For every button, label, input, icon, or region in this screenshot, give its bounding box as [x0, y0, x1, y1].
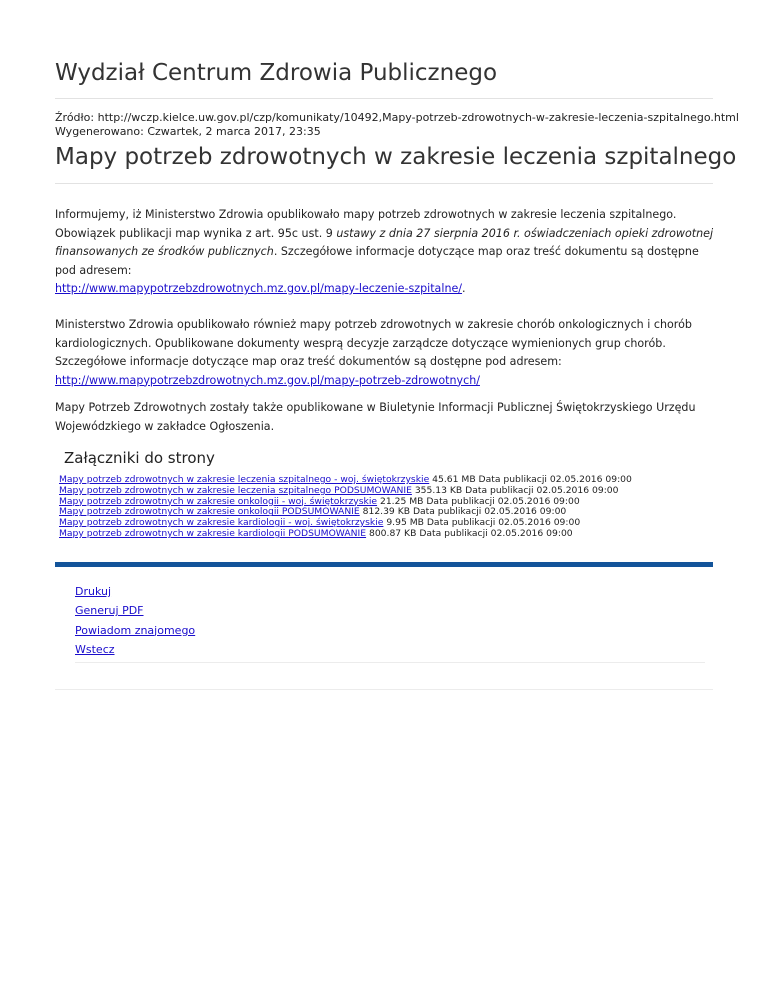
attachment-date: 02.05.2016 09:00 [536, 484, 619, 496]
attachment-date-label: Data publikacji [412, 506, 482, 518]
paragraph-3: Mapy Potrzeb Zdrowotnych zostały także opublikowane w Biuletynie Informacji Publicznej Świętokrzyskiego Urzędu Wojewódzkiego w zakładce Ogłoszenia. [55, 401, 696, 433]
attachment-size: 812.39 KB [362, 506, 411, 518]
source-url: http://wczp.kielce.uw.gov.pl/czp/komunikaty/10492,Mapy-potrzeb-zdrowotnych-w-zakresie-leczenia-szpitalnego.html [97, 111, 739, 124]
attachment-date-label: Data publikacji [465, 484, 534, 496]
paragraph-2 [55, 316, 720, 390]
paragraph-italic: ustawy z dnia 27 sierpnia 2016 r. oświadczeniach opieki zdrowotnej finansowanych ze środków publicznych [55, 226, 714, 258]
link-mapy-leczenie-szpitalne[interactable]: http://www.mapypotrzebzdrowotnych.mz.gov.pl/mapy-leczenie-szpitalne/ [55, 282, 463, 295]
attachment-date: 02.05.2016 09:00 [498, 517, 581, 529]
attachment-date-label: Data publikacji [419, 527, 488, 539]
paragraph-trailing: . [462, 282, 466, 295]
attachment-size: 21.25 MB [379, 495, 424, 507]
notify-friend-link[interactable]: Powiadom znajomego [75, 623, 196, 637]
attachments-list [59, 475, 632, 540]
attachment-date: 02.05.2016 09:00 [549, 474, 632, 485]
article-title: Mapy potrzeb zdrowotnych w zakresie leczenia szpitalnego [55, 144, 737, 170]
attachment-link[interactable]: Mapy potrzeb zdrowotnych w zakresie onkologii - woj. świętokrzyskie [59, 495, 378, 507]
source-label: Źródło: [55, 111, 95, 124]
footer-links [75, 582, 195, 659]
attachment-date-label: Data publikacji [426, 495, 495, 507]
attachment-date: 02.05.2016 09:00 [484, 506, 567, 518]
attachment-link[interactable]: Mapy potrzeb zdrowotnych w zakresie kardiologii PODSUMOWANIE [59, 527, 367, 539]
attachment-link[interactable]: Mapy potrzeb zdrowotnych w zakresie onkologii PODSUMOWANIE [59, 506, 360, 518]
attachment-date: 02.05.2016 09:00 [490, 527, 573, 539]
generate-pdf-link[interactable]: Generuj PDF [75, 604, 144, 618]
paragraph-1 [55, 206, 720, 299]
divider [55, 689, 713, 690]
divider [55, 183, 713, 184]
attachment-size: 9.95 MB [386, 517, 424, 529]
site-title: Wydział Centrum Zdrowia Publicznego [55, 60, 498, 86]
divider [55, 98, 713, 99]
attachment-link[interactable]: Mapy potrzeb zdrowotnych w zakresie leczenia szpitalnego - woj. świętokrzyskie [59, 474, 430, 485]
attachment-size: 355.13 KB [414, 484, 463, 496]
generated-line [55, 125, 739, 139]
attachment-date: 02.05.2016 09:00 [497, 495, 580, 507]
attachment-link[interactable]: Mapy potrzeb zdrowotnych w zakresie kardiologii - woj. świętokrzyskie [59, 517, 384, 529]
attachment-date-label: Data publikacji [426, 517, 496, 529]
attachment-size: 45.61 MB [432, 474, 476, 485]
attachments-title: Załączniki do strony [64, 449, 215, 467]
back-link[interactable]: Wstecz [75, 642, 115, 656]
print-link[interactable]: Drukuj [75, 585, 112, 598]
divider [75, 662, 705, 663]
document-meta [55, 111, 739, 139]
paragraph-text: Informujemy, iż Ministerstwo Zdrowia opublikowało mapy potrzeb zdrowotnych w zakresie leczenia szpitalnego. Obowiązek publikacji map wynika z art. 95c ust. 9 [55, 208, 677, 240]
attachment-size: 800.87 KB [368, 527, 417, 539]
attachment-date-label: Data publikacji [478, 474, 547, 485]
paragraph-text: Ministerstwo Zdrowia opublikowało również mapy potrzeb zdrowotnych w zakresie chorób onkologicznych i chorób kardiologicznych. Opublikowane dokumenty wesprą decyzje zarządcze dotyczące wymienionych grup chorób. Szczegółowe informacje dotyczące map oraz treść dokumentów są dostępne pod adresem: [55, 318, 692, 368]
footer-bar [55, 562, 713, 567]
generated-value: Czwartek, 2 marca 2017, 23:35 [147, 125, 321, 138]
attachment-link[interactable]: Mapy potrzeb zdrowotnych w zakresie leczenia szpitalnego PODSUMOWANIE [59, 484, 412, 496]
paragraph-text: . Szczegółowe informacje dotyczące map oraz treść dokumentu są dostępne pod adresem: [55, 245, 699, 277]
link-mapy-potrzeb-zdrowotnych[interactable]: http://www.mapypotrzebzdrowotnych.mz.gov.pl/mapy-potrzeb-zdrowotnych/ [55, 373, 480, 387]
generated-label: Wygenerowano: [55, 125, 144, 138]
attachment-item [59, 529, 632, 540]
source-line [55, 111, 739, 125]
